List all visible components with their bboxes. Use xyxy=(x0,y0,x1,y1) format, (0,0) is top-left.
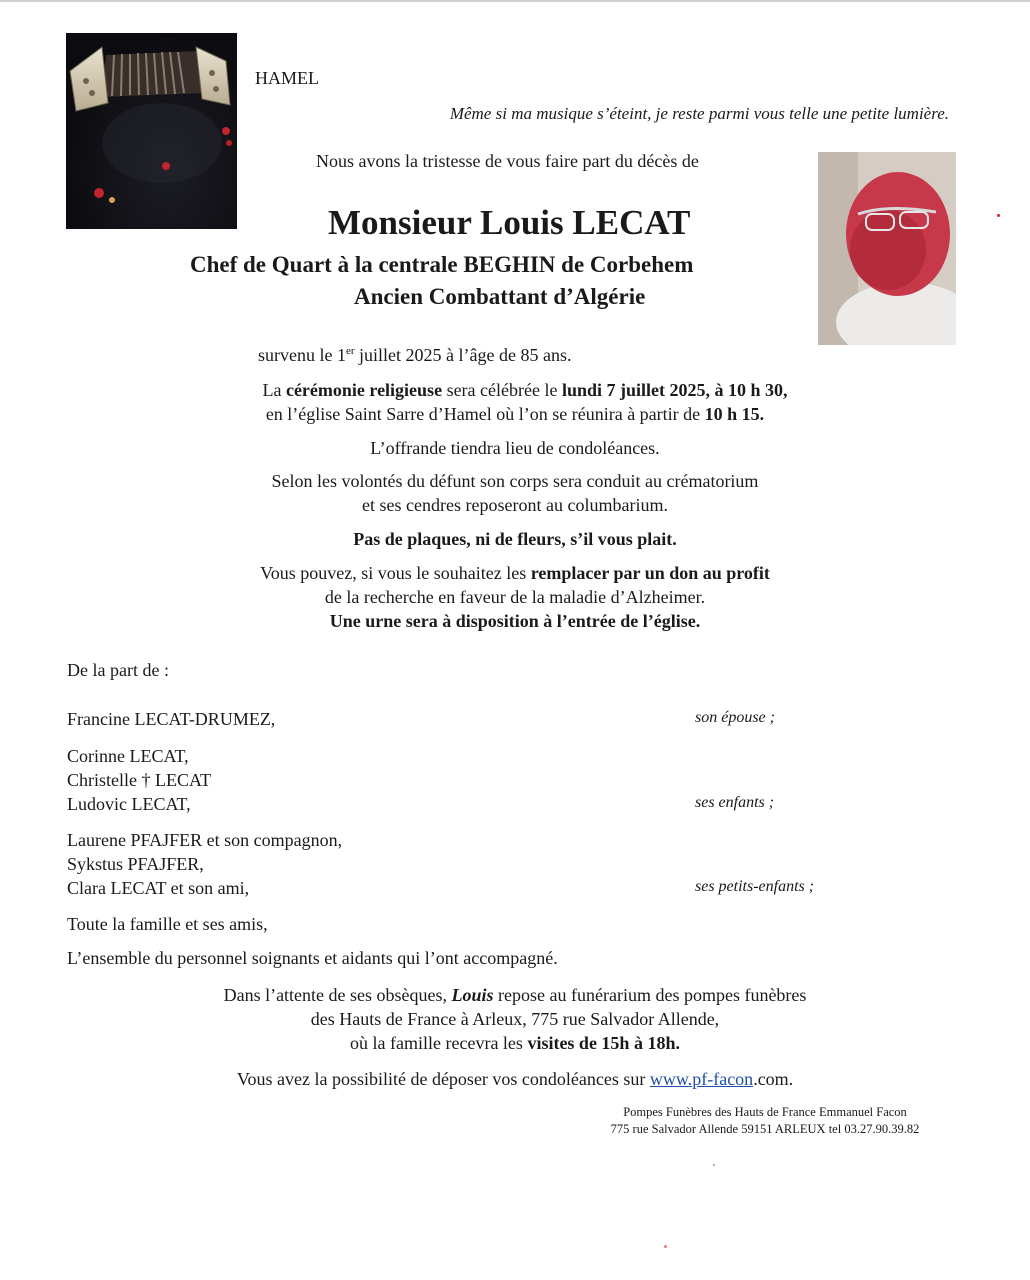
cremation-line2: et ses cendres reposeront au columbarium. xyxy=(362,495,668,515)
child-first-name: Christelle xyxy=(67,770,142,790)
rest-text: repose au funérarium des pompes funèbres xyxy=(493,985,807,1005)
rest-text: où la famille recevra les xyxy=(350,1033,528,1053)
child-name: Ludovic LECAT, xyxy=(67,794,191,814)
deceased-name: Monsieur Louis LECAT xyxy=(328,203,691,242)
care-staff: L’ensemble du personnel soignants et aidants qui l’ont accompagné. xyxy=(67,948,558,968)
child-name xyxy=(67,768,211,792)
rest-line2: des Hauts de France à Arleux, 775 rue Salvador Allende, xyxy=(310,1009,720,1029)
donation-line2: de la recherche en faveur de la maladie d’Alzheimer. xyxy=(324,587,706,607)
spouse-relation: son épouse ; xyxy=(695,709,775,726)
ceremony-line1 xyxy=(0,379,1030,401)
cross-icon: † xyxy=(141,770,151,790)
no-flowers-notice: Pas de plaques, ni de fleurs, s’il vous plait. xyxy=(353,529,677,549)
portrait-photo xyxy=(818,152,956,345)
ceremony-line2 xyxy=(0,403,1030,425)
family-friends: Toute la famille et ses amis, xyxy=(67,914,268,934)
epigraph-quote: Même si ma musique s’éteint, je reste parmi vous telle une petite lumière. xyxy=(449,104,949,123)
child-name: Corinne LECAT, xyxy=(67,746,189,766)
rest-text: Dans l’attente de ses obsèques, xyxy=(223,985,452,1005)
scan-speck xyxy=(713,1164,715,1166)
condolences-suffix: .com. xyxy=(753,1069,794,1089)
ceremony-text: sera célébrée le xyxy=(442,380,562,400)
death-date xyxy=(258,345,571,366)
offering-text: L’offrande tiendra lieu de condoléances. xyxy=(370,438,660,458)
death-date-suffix: juillet 2025 à l’âge de 85 ans. xyxy=(354,345,572,365)
funeral-home-name: Pompes Funèbres des Hauts de France Emmanuel Facon xyxy=(623,1105,907,1119)
death-date-superscript: er xyxy=(345,345,355,357)
accordion-illustration xyxy=(66,33,237,229)
grandchild-name: Clara LECAT et son ami, xyxy=(67,878,250,898)
child-last-name: LECAT xyxy=(150,770,211,790)
visiting-hours: visites de 15h à 18h. xyxy=(527,1033,680,1053)
rest-first-name: Louis xyxy=(451,985,494,1005)
ceremony-text: La xyxy=(262,380,286,400)
scan-border xyxy=(0,0,1030,2)
death-date-prefix: survenu le 1 xyxy=(258,345,346,365)
funeral-home-address: 775 rue Salvador Allende 59151 ARLEUX tel 03.27.90.39.82 xyxy=(610,1122,920,1136)
accordion-image xyxy=(66,33,237,229)
condolences-link[interactable]: www.pf-facon xyxy=(649,1069,754,1089)
grandchildren-relation: ses petits-enfants ; xyxy=(695,878,815,895)
deceased-title-line1: Chef de Quart à la centrale BEGHIN de Corbehem xyxy=(190,252,694,277)
ceremony-date: lundi 7 juillet 2025, à 10 h 30, xyxy=(561,380,788,400)
grandchild-name: Sykstus PFAJFER, xyxy=(67,854,204,874)
gathering-time: 10 h 15. xyxy=(704,404,765,424)
from-label: De la part de : xyxy=(67,660,169,680)
scan-speck xyxy=(664,1245,667,1248)
donation-line3: Une urne sera à disposition à l’entrée de l’église. xyxy=(329,611,701,631)
portrait-illustration xyxy=(818,152,956,345)
donation-line1 xyxy=(0,562,1030,584)
scan-speck xyxy=(997,214,1000,217)
deceased-title-line2: Ancien Combattant d’Algérie xyxy=(354,284,646,309)
grandchild-name: Laurene PFAJFER et son compagnon, xyxy=(67,830,343,850)
donation-emphasis: remplacer par un don au profit xyxy=(530,563,770,583)
donation-text: Vous pouvez, si vous le souhaitez les xyxy=(260,563,531,583)
place-name: HAMEL xyxy=(255,68,319,88)
intro-text: Nous avons la tristesse de vous faire part du décès de xyxy=(316,151,699,171)
condolences-line xyxy=(0,1068,1030,1090)
spouse-name: Francine LECAT-DRUMEZ, xyxy=(67,709,276,729)
ceremony-type: cérémonie religieuse xyxy=(285,380,443,400)
children-relation: ses enfants ; xyxy=(695,794,775,811)
cremation-line1: Selon les volontés du défunt son corps sera conduit au crématorium xyxy=(271,471,759,491)
condolences-text: Vous avez la possibilité de déposer vos condoléances sur xyxy=(236,1069,650,1089)
ceremony-place: en l’église Saint Sarre d’Hamel où l’on se réunira à partir de xyxy=(265,404,705,424)
rest-line3 xyxy=(0,1032,1030,1054)
rest-line1 xyxy=(0,984,1030,1006)
